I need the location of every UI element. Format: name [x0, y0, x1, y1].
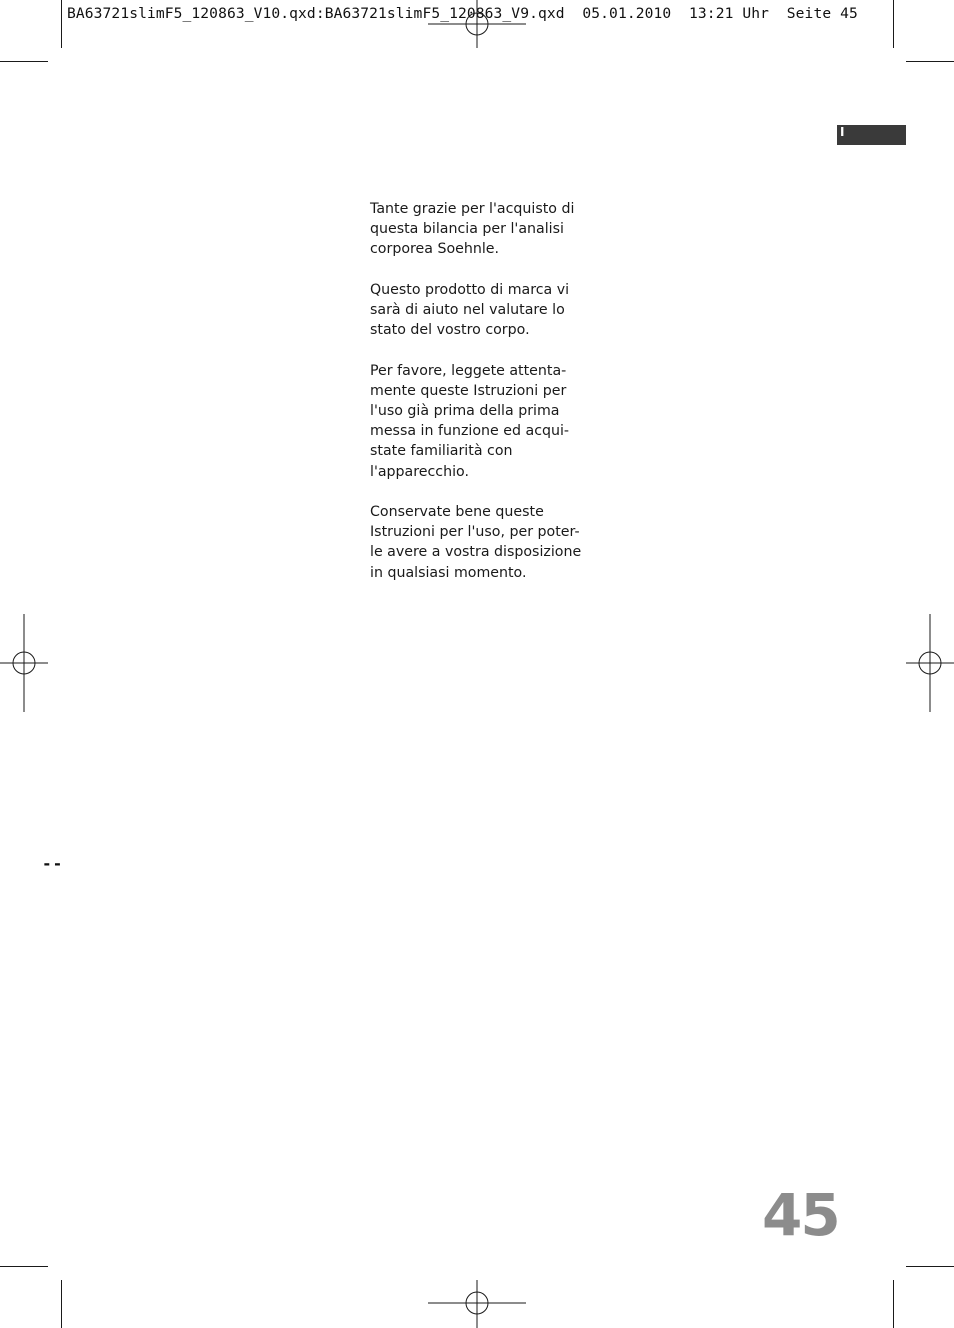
- text-line: l'apparecchio.: [370, 463, 469, 480]
- crop-mark-bottom-left-vertical: [61, 1280, 62, 1328]
- paragraph-thanks: [370, 199, 600, 260]
- text-line: corporea Soehnle.: [370, 241, 500, 258]
- text-line: mente queste Istruzioni per: [370, 382, 567, 399]
- registration-mark-right-icon: [906, 614, 954, 712]
- text-line: Per favore, leggete attenta-: [370, 362, 567, 379]
- registration-mark-bottom-icon: [428, 1280, 526, 1328]
- text-line: state familiarità con: [370, 443, 513, 460]
- text-line: in qualsiasi momento.: [370, 564, 527, 581]
- text-line: sarà di aiuto nel valutare lo: [370, 302, 565, 318]
- paragraph-product: [370, 280, 600, 341]
- paragraph-keep-instructions: [370, 502, 600, 583]
- margin-dash-mark: --: [42, 854, 64, 873]
- registration-mark-left-icon: [0, 614, 48, 712]
- text-line: Questo prodotto di marca vi: [370, 281, 570, 298]
- crop-mark-top-left-horizontal: [0, 61, 48, 62]
- crop-mark-top-left-vertical: [61, 0, 62, 48]
- intro-text-column: [370, 199, 600, 603]
- crop-mark-top-right-vertical: [893, 0, 894, 48]
- registration-mark-top-icon: [428, 0, 526, 48]
- text-line: Tante grazie per l'acquisto di: [370, 201, 575, 217]
- text-line: l'uso già prima della prima: [370, 403, 560, 419]
- text-line: messa in funzione ed acqui-: [370, 423, 570, 440]
- text-line: questa bilancia per l'analisi: [370, 221, 564, 238]
- crop-mark-bottom-left-horizontal: [0, 1266, 48, 1267]
- print-slug-line: BA63721slimF5_120863_V10.qxd:BA63721slimF5_120863_V9.qxd 05.01.2010 13:21 Uhr Seite 45: [67, 5, 858, 22]
- text-line: stato del vostro corpo.: [370, 322, 530, 339]
- text-line: le avere a vostra disposizione: [370, 544, 582, 561]
- crop-mark-bottom-right-vertical: [893, 1280, 894, 1328]
- page-number: 45: [762, 1181, 839, 1249]
- language-tab-label: I: [840, 125, 845, 139]
- crop-mark-bottom-right-horizontal: [906, 1266, 954, 1267]
- language-tab: [837, 125, 906, 145]
- crop-mark-top-right-horizontal: [906, 61, 954, 62]
- text-line: Conservate bene queste: [370, 504, 544, 520]
- text-line: Istruzioni per l'uso, per poter-: [370, 524, 580, 541]
- paragraph-read-instructions: [370, 361, 600, 482]
